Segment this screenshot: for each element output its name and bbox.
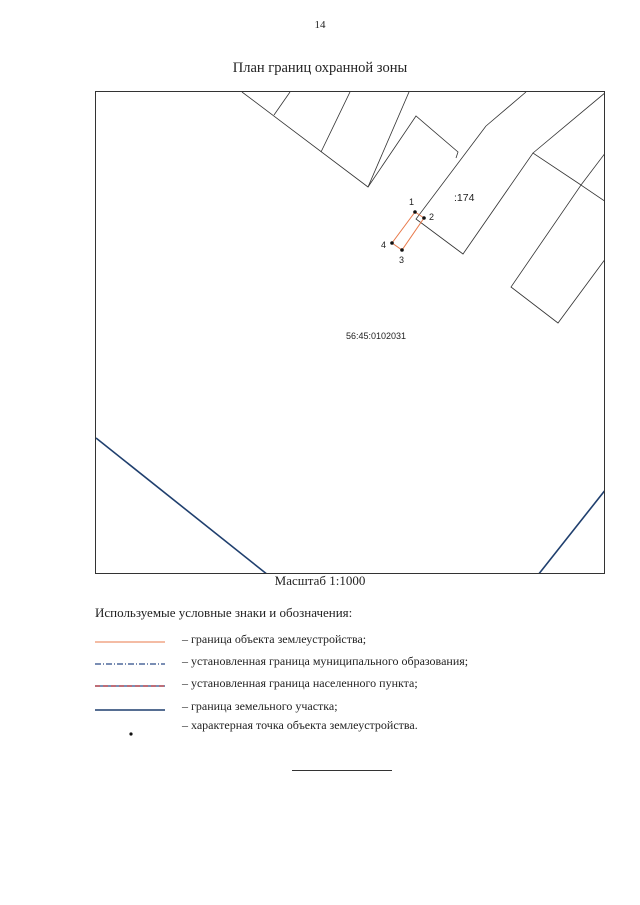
parcel-divider [581, 152, 605, 185]
legend-text: – установленная граница населенного пункта; [182, 676, 418, 690]
point-label-1: 1 [409, 197, 415, 207]
object-boundary [392, 212, 424, 250]
dash-dot-blue-line-symbol [95, 654, 167, 672]
characteristic-point-3 [400, 248, 404, 252]
end-of-page-line [292, 770, 392, 771]
page-number: 14 [314, 19, 326, 31]
parcel-divider [368, 92, 409, 187]
parcel-label: :174 [454, 192, 475, 204]
dash-dot-red-line-symbol [95, 676, 167, 694]
legend-item-settlement-boundary [95, 676, 615, 694]
characteristic-point-4 [390, 241, 394, 245]
legend-text: – установленная граница муниципального образования; [182, 654, 469, 668]
cadastral-block-label: 56:45:0102031 [346, 331, 407, 341]
parcel-174-outline [416, 126, 581, 254]
legend-item-characteristic-point [95, 718, 615, 736]
plan-title: План границ охранной зоны [232, 60, 408, 76]
orange-line-symbol [95, 632, 167, 650]
land-parcel-boundary-right [538, 489, 605, 574]
parcel-outline-right [511, 185, 605, 323]
boundary-plan-map [95, 91, 605, 574]
point-label-4: 4 [381, 240, 387, 250]
legend-item-land-parcel-boundary [95, 699, 615, 717]
parcel-divider [486, 92, 526, 126]
legend-title: Используемые условные знаки и обозначения: [95, 605, 353, 620]
legend-text: – граница земельного участка; [182, 699, 338, 713]
characteristic-point-1 [413, 210, 417, 214]
land-parcel-boundary-left [96, 438, 268, 574]
legend-item-object-boundary [95, 632, 615, 650]
legend-text: – граница объекта землеустройства; [182, 632, 367, 646]
dark-blue-line-symbol [95, 699, 167, 717]
characteristic-point-2 [422, 216, 426, 220]
parcel-divider [321, 92, 350, 152]
parcel-outline-top [242, 92, 458, 187]
black-dot-symbol [95, 718, 167, 736]
point-label-3: 3 [399, 255, 405, 265]
point-label-2: 2 [429, 212, 435, 222]
legend-text: – характерная точка объекта землеустройства. [182, 718, 418, 732]
legend-item-municipal-boundary [95, 654, 615, 672]
parcel-divider [533, 92, 605, 153]
parcel-divider [274, 92, 290, 115]
scale-label: Масштаб 1:1000 [274, 573, 366, 588]
